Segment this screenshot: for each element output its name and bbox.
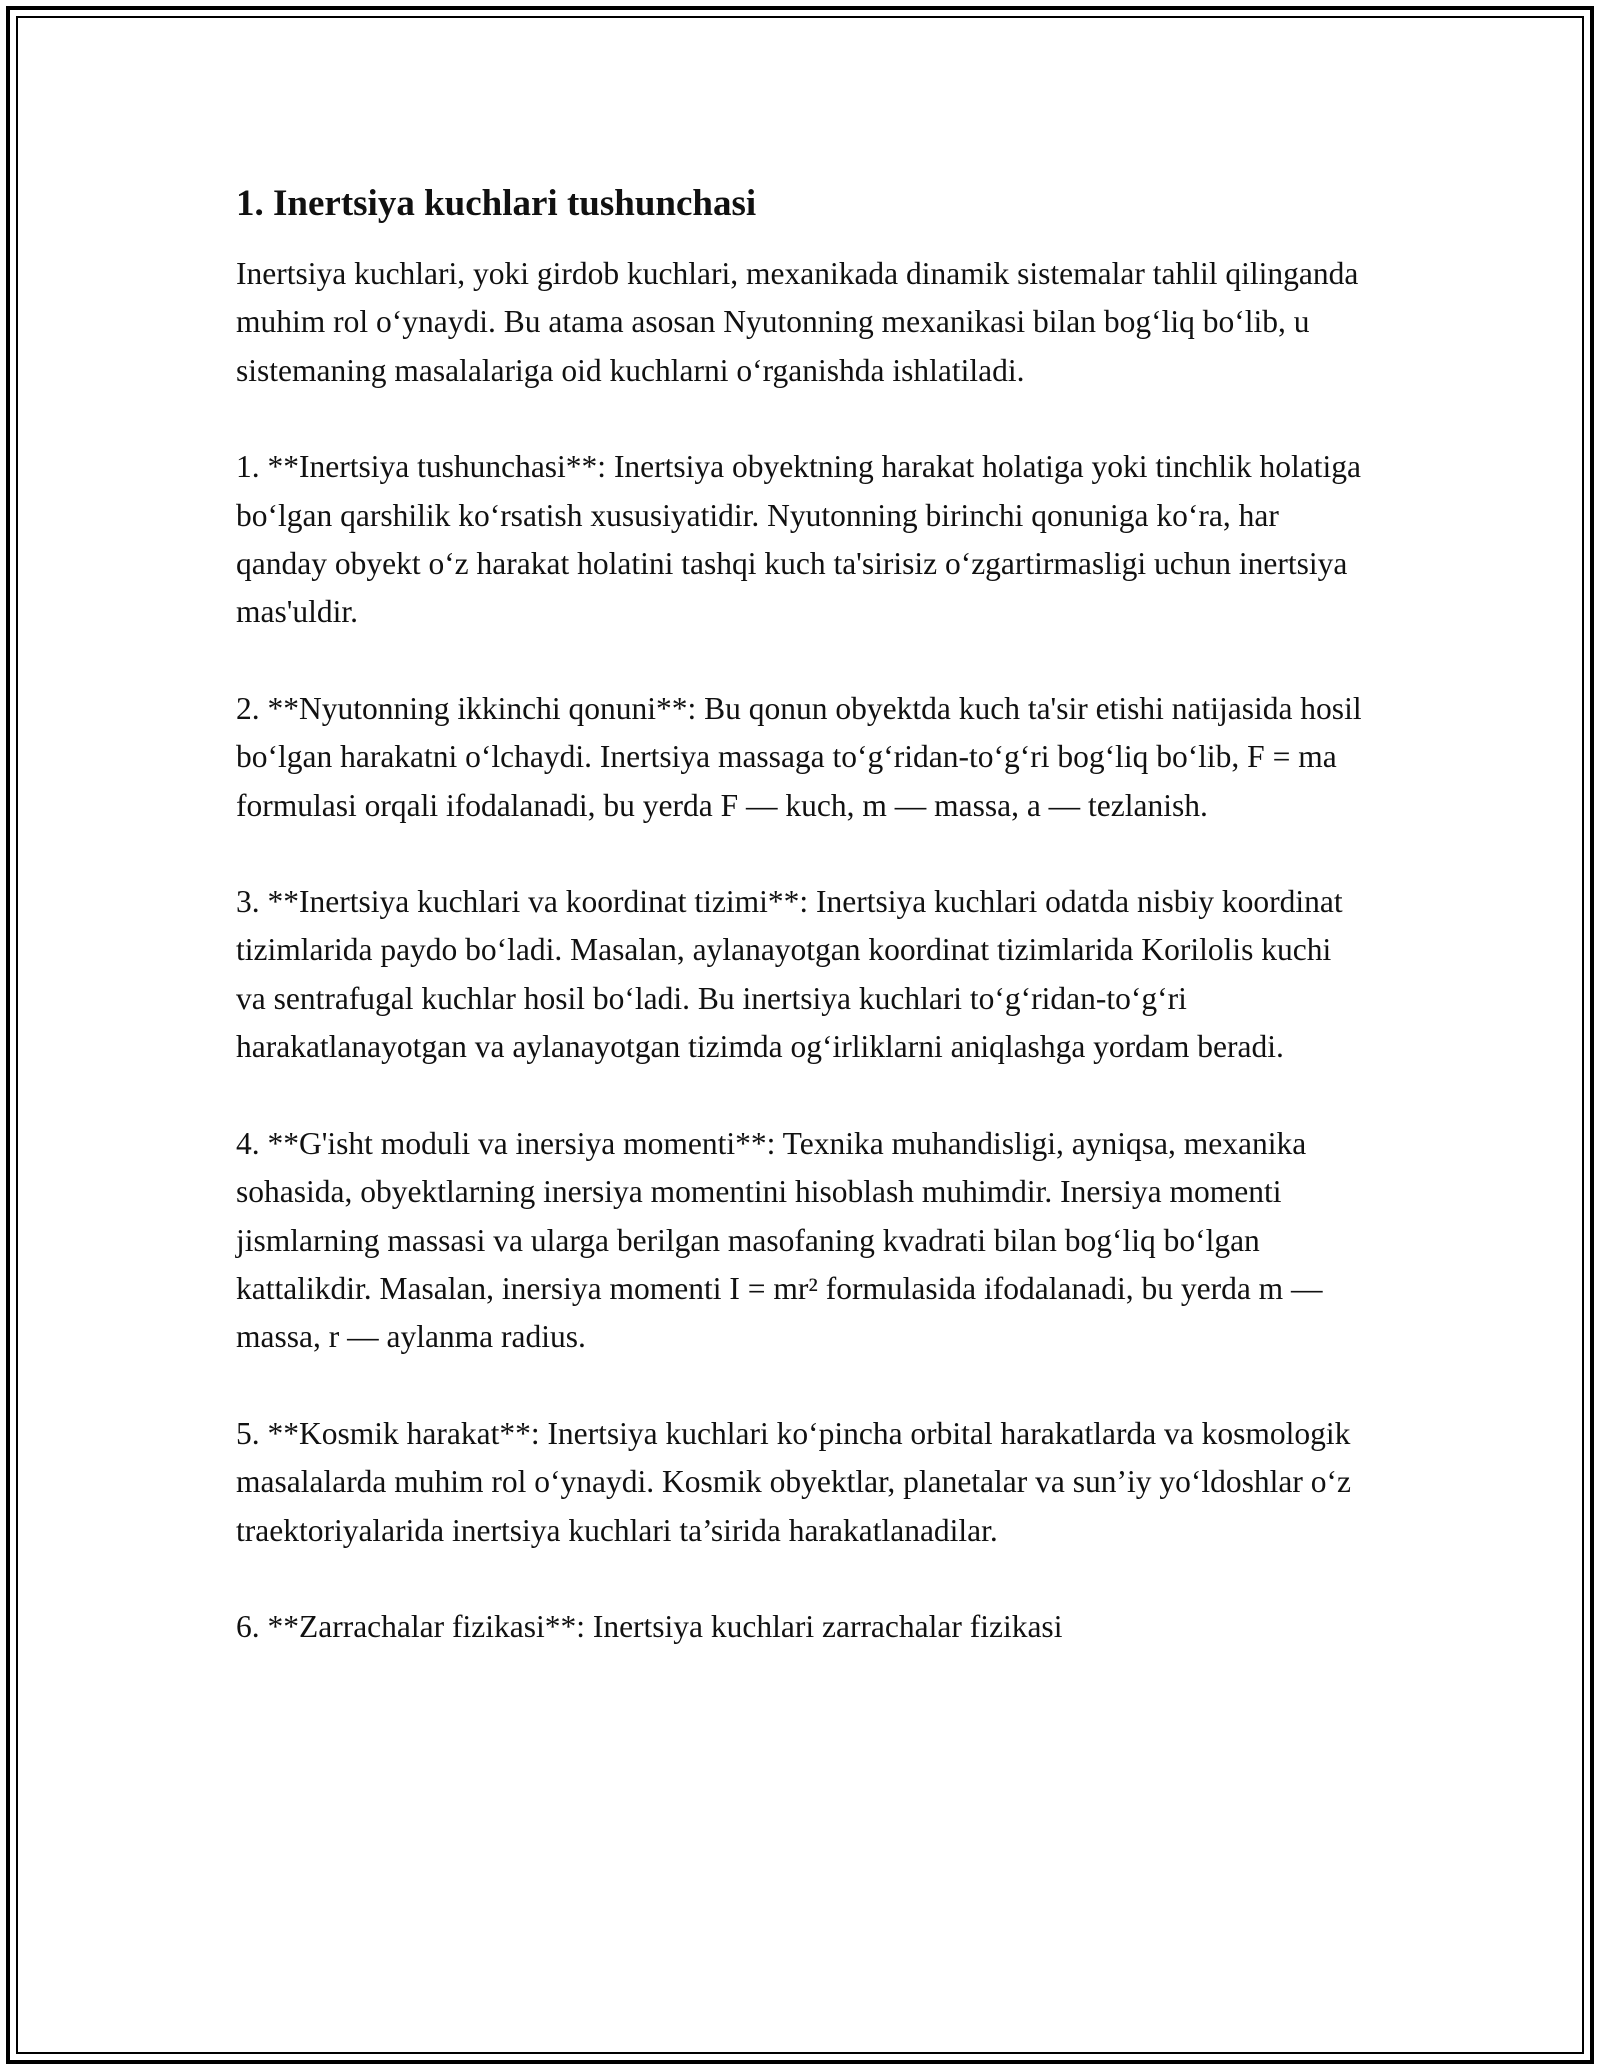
list-item-coordinate-system: 3. **Inertsiya kuchlari va koordinat tizimi**: Inertsiya kuchlari odatda nisbiy koordinat tizimlarida paydo boʻladi. Masalan, aylanayotgan koordinat tizimlarida Korilolis kuchi va sentrafugal kuchlar hosil boʻladi. Bu inertsiya kuchlari toʻgʻridan-toʻgʻri harakatlanayotgan va aylanayotgan tizimda ogʻirliklarni aniqlashga yordam beradi. [236,884,1343,1065]
list-item-moment-of-inertia: 4. **G'isht moduli va inersiya momenti**: Texnika muhandisligi, ayniqsa, mexanika sohasida, obyektlarning inersiya momentini hisoblash muhimdir. Inersiya momenti jismlarning massasi va ularga berilgan masofaning kvadrati bilan bogʻliq boʻlgan kattalikdir. Masalan, inersiya momenti I = mr² formulasida ifodalanadi, bu yerda m — massa, r — aylanma radius. [236,1125,1323,1355]
list-item-inertia-concept: 1. **Inertsiya tushunchasi**: Inertsiya obyektning harakat holatiga yoki tinchlik holatiga boʻlgan qarshilik koʻrsatish xususiyatidir. Nyutonning birinchi qonuniga koʻra, har qanday obyekt oʻz harakat holatini tashqi kuch ta'sirisiz oʻzgartirmasligi uchun inertsiya mas'uldir. [236,449,1361,630]
document-body [236,180,1366,1699]
intro-paragraph: Inertsiya kuchlari, yoki girdob kuchlari, mexanikada dinamik sistemalar tahlil qilinganda muhim rol oʻynaydi. Bu atama asosan Nyutonning mexanikasi bilan bogʻliq boʻlib, u sistemaning masalalariga oid kuchlarni oʻrganishda ishlatiladi. [236,256,1359,388]
list-item-newton-second-law: 2. **Nyutonning ikkinchi qonuni**: Bu qonun obyektda kuch ta'sir etishi natijasida hosil boʻlgan harakatni oʻlchaydi. Inertsiya massaga toʻgʻridan-toʻgʻri bogʻliq boʻlib, F = ma formulasi orqali ifodalanadi, bu yerda F — kuch, m — massa, a — tezlanish. [236,690,1362,823]
list-item-cosmic-motion: 5. **Kosmik harakat**: Inertsiya kuchlari koʻpincha orbital harakatlarda va kosmologik masalalarda muhim rol oʻynaydi. Kosmik obyektlar, planetalar va sun’iy yoʻldoshlar oʻz traektoriyalarida inertsiya kuchlari ta’sirida harakatlanadilar. [236,1415,1351,1548]
section-heading: 1. Inertsiya kuchlari tushunchasi [236,183,757,224]
list-item-particle-physics: 6. **Zarrachalar fizikasi**: Inertsiya kuchlari zarrachalar fizikasi [236,1608,1063,1644]
